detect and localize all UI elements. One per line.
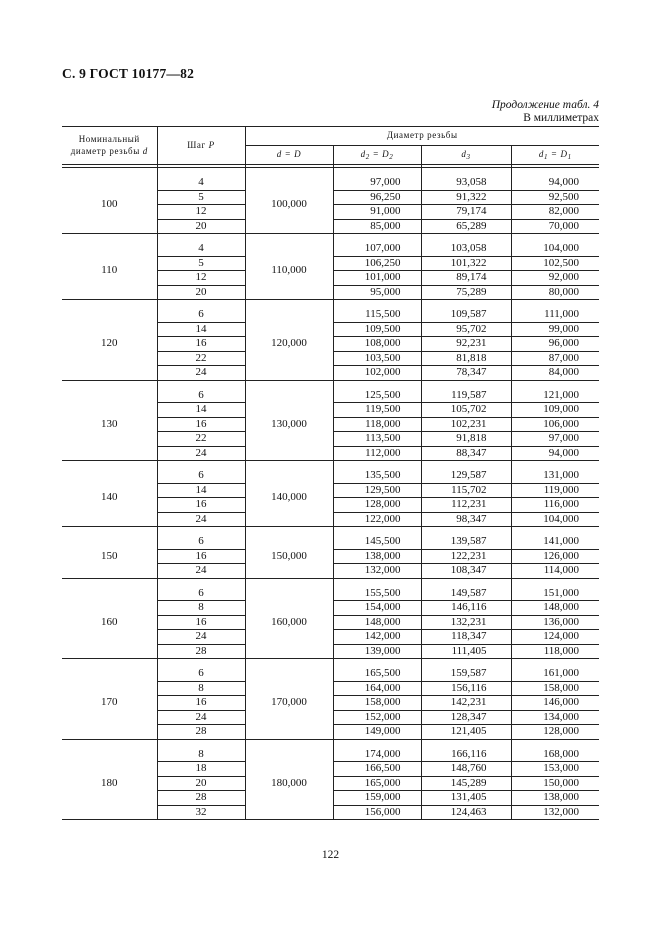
d3-cell: 112,231 xyxy=(421,498,511,513)
d3-cell: 109,587 xyxy=(421,308,511,322)
d2-cell: 148,000 xyxy=(333,615,421,630)
step-cell: 16 xyxy=(157,696,245,711)
d1-cell: 106,000 xyxy=(511,417,599,432)
nominal-header-line1: Номинальный xyxy=(78,134,140,145)
nominal-diameter-cell: 150 xyxy=(62,535,157,578)
col-header-d2: $d_2 = D_2$ xyxy=(333,146,421,165)
step-cell: 24 xyxy=(157,512,245,527)
group-spacer xyxy=(62,300,599,309)
d1-cell: 87,000 xyxy=(511,351,599,366)
d1-cell: 128,000 xyxy=(511,725,599,740)
table-row xyxy=(62,389,599,403)
d1-cell: 141,000 xyxy=(511,535,599,549)
d3-cell: 88,347 xyxy=(421,446,511,461)
d3-cell: 102,231 xyxy=(421,417,511,432)
col-header-nominal xyxy=(62,127,157,165)
d2-cell: 108,000 xyxy=(333,337,421,352)
d3-cell: 92,231 xyxy=(421,337,511,352)
step-cell: 6 xyxy=(157,308,245,322)
d3-cell: 146,116 xyxy=(421,601,511,616)
d2-cell: 97,000 xyxy=(333,176,421,190)
nominal-diameter-cell: 180 xyxy=(62,748,157,820)
step-cell: 14 xyxy=(157,403,245,418)
table-row xyxy=(62,535,599,549)
d3-cell: 91,322 xyxy=(421,190,511,205)
step-cell: 6 xyxy=(157,587,245,601)
table-row xyxy=(62,308,599,322)
group-spacer xyxy=(62,380,599,389)
step-cell: 16 xyxy=(157,498,245,513)
table-row xyxy=(62,748,599,762)
d3-cell: 115,702 xyxy=(421,483,511,498)
d-value-cell: 180,000 xyxy=(245,748,333,820)
d1-cell: 102,500 xyxy=(511,256,599,271)
d1-cell: 151,000 xyxy=(511,587,599,601)
nominal-header-line2 xyxy=(62,146,157,157)
d1-cell: 94,000 xyxy=(511,176,599,190)
d3-cell: 122,231 xyxy=(421,549,511,564)
step-cell: 6 xyxy=(157,667,245,681)
nominal-diameter-cell: 170 xyxy=(62,667,157,739)
step-cell: 20 xyxy=(157,219,245,234)
d2-cell: 102,000 xyxy=(333,366,421,381)
step-cell: 24 xyxy=(157,630,245,645)
d2-cell: 107,000 xyxy=(333,242,421,256)
step-cell: 18 xyxy=(157,762,245,777)
page-number: 122 xyxy=(321,849,340,861)
nominal-diameter-cell: 160 xyxy=(62,587,157,659)
step-cell: 22 xyxy=(157,432,245,447)
d1-cell: 150,000 xyxy=(511,776,599,791)
table-body xyxy=(62,168,599,820)
d-value-cell: 130,000 xyxy=(245,389,333,461)
d-value-cell: 150,000 xyxy=(245,535,333,578)
step-cell: 6 xyxy=(157,469,245,483)
d3-cell: 93,058 xyxy=(421,176,511,190)
d1-cell: 80,000 xyxy=(511,285,599,300)
d1-cell: 146,000 xyxy=(511,696,599,711)
step-cell: 16 xyxy=(157,417,245,432)
step-cell: 6 xyxy=(157,535,245,549)
d2-cell: 103,500 xyxy=(333,351,421,366)
d1-cell: 82,000 xyxy=(511,205,599,220)
step-cell: 6 xyxy=(157,389,245,403)
step-cell: 22 xyxy=(157,351,245,366)
d2-cell: 112,000 xyxy=(333,446,421,461)
d2-cell: 122,000 xyxy=(333,512,421,527)
step-cell: 4 xyxy=(157,242,245,256)
nominal-diameter-cell: 130 xyxy=(62,389,157,461)
d1-cell: 161,000 xyxy=(511,667,599,681)
step-cell: 20 xyxy=(157,285,245,300)
table-unit: В миллиметрах xyxy=(523,112,599,124)
d2-cell: 154,000 xyxy=(333,601,421,616)
nominal-diameter-cell: 140 xyxy=(62,469,157,527)
d2-cell: 152,000 xyxy=(333,710,421,725)
d1-cell: 126,000 xyxy=(511,549,599,564)
step-cell: 20 xyxy=(157,776,245,791)
d1-cell: 148,000 xyxy=(511,601,599,616)
d3-cell: 139,587 xyxy=(421,535,511,549)
d1-cell: 70,000 xyxy=(511,219,599,234)
d2-cell: 165,500 xyxy=(333,667,421,681)
nominal-diameter-cell: 120 xyxy=(62,308,157,380)
d2-cell: 109,500 xyxy=(333,322,421,337)
step-cell: 14 xyxy=(157,322,245,337)
d3-cell: 118,347 xyxy=(421,630,511,645)
table-row xyxy=(62,242,599,256)
d3-cell: 148,760 xyxy=(421,762,511,777)
step-cell: 12 xyxy=(157,271,245,286)
d3-cell: 101,322 xyxy=(421,256,511,271)
d3-cell: 145,289 xyxy=(421,776,511,791)
d1-cell: 92,000 xyxy=(511,271,599,286)
d3-cell: 142,231 xyxy=(421,696,511,711)
d3-cell: 128,347 xyxy=(421,710,511,725)
d2-cell: 164,000 xyxy=(333,681,421,696)
d2-cell: 96,250 xyxy=(333,190,421,205)
step-cell: 5 xyxy=(157,256,245,271)
d3-cell: 149,587 xyxy=(421,587,511,601)
d2-cell: 106,250 xyxy=(333,256,421,271)
d1-cell: 131,000 xyxy=(511,469,599,483)
d2-cell: 174,000 xyxy=(333,748,421,762)
d2-cell: 118,000 xyxy=(333,417,421,432)
d1-cell: 94,000 xyxy=(511,446,599,461)
d2-cell: 101,000 xyxy=(333,271,421,286)
d2-cell: 119,500 xyxy=(333,403,421,418)
nominal-diameter-cell: 100 xyxy=(62,176,157,234)
d3-cell: 91,818 xyxy=(421,432,511,447)
step-cell: 8 xyxy=(157,748,245,762)
d1-cell: 116,000 xyxy=(511,498,599,513)
step-cell: 28 xyxy=(157,725,245,740)
d1-cell: 119,000 xyxy=(511,483,599,498)
nominal-header-text: диаметр резьбы d xyxy=(70,145,148,156)
group-spacer xyxy=(62,578,599,587)
step-cell: 5 xyxy=(157,190,245,205)
d2-cell: 149,000 xyxy=(333,725,421,740)
step-cell: 16 xyxy=(157,337,245,352)
col-header-step: Шаг P xyxy=(157,127,245,165)
d3-cell: 81,818 xyxy=(421,351,511,366)
d3-cell: 132,231 xyxy=(421,615,511,630)
d3-cell: 119,587 xyxy=(421,389,511,403)
d-value-cell: 170,000 xyxy=(245,667,333,739)
table-row xyxy=(62,587,599,601)
group-spacer xyxy=(62,739,599,748)
d-value-cell: 110,000 xyxy=(245,242,333,300)
d2-cell: 129,500 xyxy=(333,483,421,498)
step-cell: 32 xyxy=(157,805,245,820)
d3-cell: 105,702 xyxy=(421,403,511,418)
d1-cell: 158,000 xyxy=(511,681,599,696)
group-spacer xyxy=(62,527,599,536)
d1-cell: 84,000 xyxy=(511,366,599,381)
d2-cell: 115,500 xyxy=(333,308,421,322)
d2-cell: 166,500 xyxy=(333,762,421,777)
d3-cell: 103,058 xyxy=(421,242,511,256)
d1-cell: 168,000 xyxy=(511,748,599,762)
step-cell: 4 xyxy=(157,176,245,190)
d2-cell: 139,000 xyxy=(333,644,421,659)
step-cell: 28 xyxy=(157,791,245,806)
d-value-cell: 120,000 xyxy=(245,308,333,380)
step-cell: 24 xyxy=(157,366,245,381)
d2-cell: 95,000 xyxy=(333,285,421,300)
d1-cell: 111,000 xyxy=(511,308,599,322)
d3-cell: 78,347 xyxy=(421,366,511,381)
col-header-diameter: Диаметр резьбы xyxy=(245,127,599,146)
nominal-diameter-cell: 110 xyxy=(62,242,157,300)
d3-cell: 156,116 xyxy=(421,681,511,696)
d3-cell: 75,289 xyxy=(421,285,511,300)
d1-cell: 136,000 xyxy=(511,615,599,630)
step-cell: 12 xyxy=(157,205,245,220)
d3-cell: 131,405 xyxy=(421,791,511,806)
step-cell: 28 xyxy=(157,644,245,659)
d2-cell: 138,000 xyxy=(333,549,421,564)
d3-cell: 121,405 xyxy=(421,725,511,740)
step-cell: 24 xyxy=(157,564,245,579)
d3-cell: 89,174 xyxy=(421,271,511,286)
step-cell: 24 xyxy=(157,710,245,725)
col-header-d3: $d_3$ xyxy=(421,146,511,165)
d1-cell: 121,000 xyxy=(511,389,599,403)
d-eq-D-label: d = D xyxy=(276,149,302,160)
d1-cell: 109,000 xyxy=(511,403,599,418)
d1-cell: 92,500 xyxy=(511,190,599,205)
thread-table xyxy=(62,126,599,820)
d3-cell: 65,289 xyxy=(421,219,511,234)
d3-cell: 111,405 xyxy=(421,644,511,659)
d1-cell: 124,000 xyxy=(511,630,599,645)
d3-cell: 108,347 xyxy=(421,564,511,579)
group-spacer xyxy=(62,234,599,243)
d2-cell: 125,500 xyxy=(333,389,421,403)
d2-cell: 159,000 xyxy=(333,791,421,806)
d2-cell: 135,500 xyxy=(333,469,421,483)
group-spacer xyxy=(62,659,599,668)
step-cell: 16 xyxy=(157,615,245,630)
d2-cell: 156,000 xyxy=(333,805,421,820)
d2-cell: 113,500 xyxy=(333,432,421,447)
table-continuation: Продолжение табл. 4 xyxy=(491,99,599,111)
d3-cell: 124,463 xyxy=(421,805,511,820)
d1-cell: 99,000 xyxy=(511,322,599,337)
d1-cell: 96,000 xyxy=(511,337,599,352)
d1-cell: 104,000 xyxy=(511,512,599,527)
col-header-d1: $d_1 = D_1$ xyxy=(511,146,599,165)
table-row xyxy=(62,176,599,190)
d2-cell: 155,500 xyxy=(333,587,421,601)
d1-cell: 153,000 xyxy=(511,762,599,777)
step-cell: 24 xyxy=(157,446,245,461)
step-cell: 8 xyxy=(157,601,245,616)
d2-cell: 145,500 xyxy=(333,535,421,549)
d1-cell: 114,000 xyxy=(511,564,599,579)
d1-cell: 97,000 xyxy=(511,432,599,447)
d2-cell: 85,000 xyxy=(333,219,421,234)
d2-cell: 128,000 xyxy=(333,498,421,513)
d1-cell: 118,000 xyxy=(511,644,599,659)
d3-cell: 159,587 xyxy=(421,667,511,681)
d2-cell: 91,000 xyxy=(333,205,421,220)
d2-cell: 132,000 xyxy=(333,564,421,579)
page-header: С. 9 ГОСТ 10177—82 xyxy=(62,66,195,81)
d3-cell: 79,174 xyxy=(421,205,511,220)
step-cell: 14 xyxy=(157,483,245,498)
d3-cell: 129,587 xyxy=(421,469,511,483)
d3-cell: 95,702 xyxy=(421,322,511,337)
d1-cell: 134,000 xyxy=(511,710,599,725)
group-spacer xyxy=(62,461,599,470)
d1-cell: 132,000 xyxy=(511,805,599,820)
d-value-cell: 160,000 xyxy=(245,587,333,659)
d1-cell: 104,000 xyxy=(511,242,599,256)
d-value-cell: 100,000 xyxy=(245,176,333,234)
d3-cell: 98,347 xyxy=(421,512,511,527)
d-value-cell: 140,000 xyxy=(245,469,333,527)
d2-cell: 165,000 xyxy=(333,776,421,791)
d1-cell: 138,000 xyxy=(511,791,599,806)
d3-cell: 166,116 xyxy=(421,748,511,762)
d2-cell: 142,000 xyxy=(333,630,421,645)
table-row xyxy=(62,667,599,681)
table-row xyxy=(62,469,599,483)
col-header-d xyxy=(245,146,333,165)
d2-cell: 158,000 xyxy=(333,696,421,711)
step-cell: 8 xyxy=(157,681,245,696)
step-cell: 16 xyxy=(157,549,245,564)
group-spacer xyxy=(62,168,599,177)
